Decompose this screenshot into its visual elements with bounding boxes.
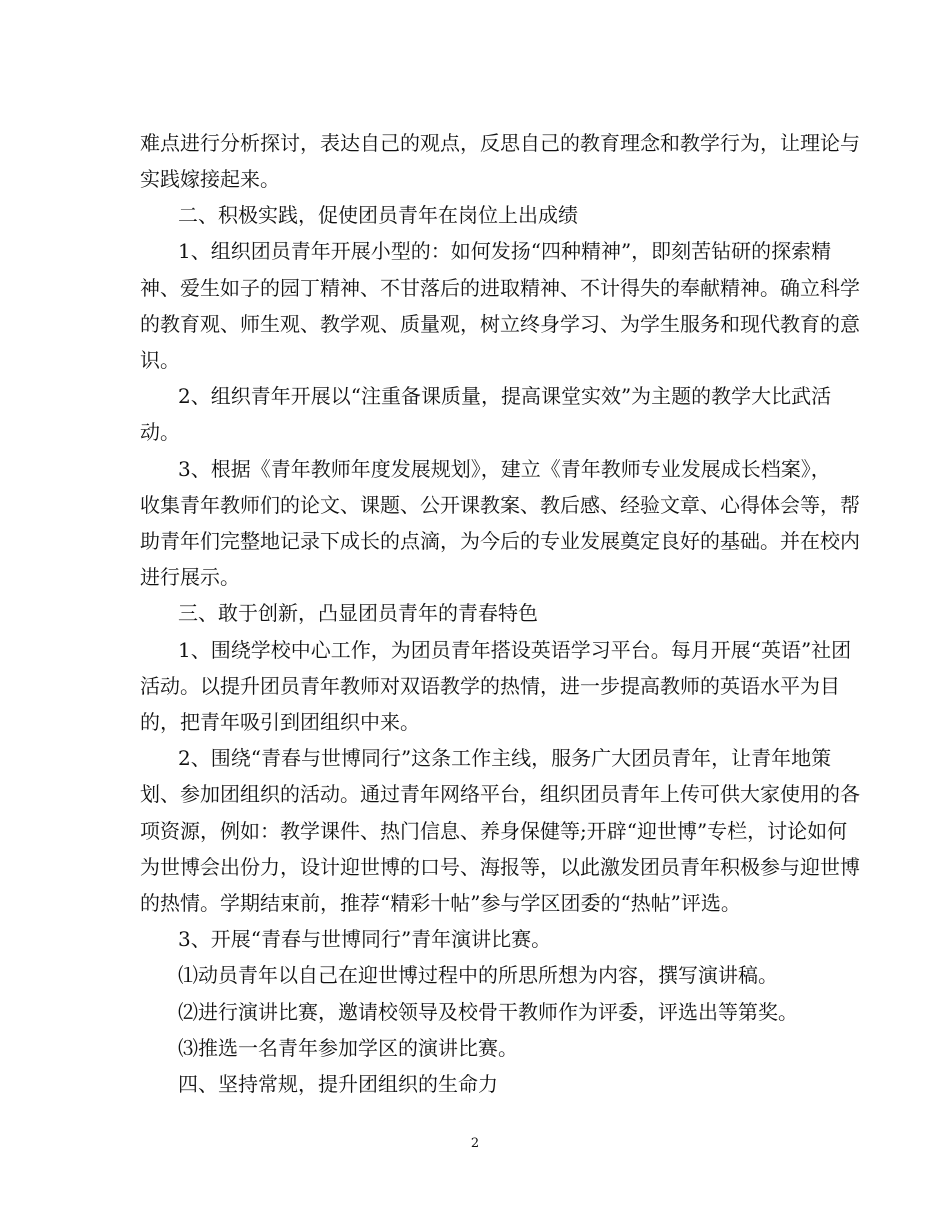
- text-line: 1、围绕学校中心工作，为团员青年搭设英语学习平台。每月开展“英语”社团: [178, 638, 852, 662]
- list-item: ⑶推选一名青年参加学区的演讲比赛。: [178, 1036, 518, 1060]
- text-line: 3、开展“青春与世博同行”青年演讲比赛。: [178, 927, 552, 951]
- list-item: ⑴动员青年以自己在迎世博过程中的所思所想为内容，撰写演讲稿。: [178, 963, 778, 987]
- text-line: 动。: [140, 420, 180, 444]
- text-line: 划、参加团组织的活动。通过青年网络平台，组织团员青年上传可供大家使用的各: [140, 782, 860, 806]
- text-line: 识。: [140, 348, 180, 372]
- text-line: 神、爱生如子的园丁精神、不甘落后的进取精神、不计得失的奉献精神。确立科学: [140, 276, 860, 300]
- section-heading: 二、积极实践，促使团员青年在岗位上出成绩: [178, 203, 578, 227]
- text-line: 1、组织团员青年开展小型的：如何发扬“四种精神”，即刻苦钻研的探索精: [178, 239, 832, 263]
- text-line: 2、组织青年开展以“注重备课质量，提高课堂实效”为主题的教学大比武活: [178, 384, 832, 408]
- text-line: 收集青年教师们的论文、课题、公开课教案、教后感、经验文章、心得体会等，帮: [140, 493, 860, 517]
- section-heading: 三、敢于创新，凸显团员青年的青春特色: [178, 601, 538, 625]
- text-line: 的，把青年吸引到团组织中来。: [140, 710, 420, 734]
- text-line: 进行展示。: [140, 565, 240, 589]
- text-line: 的教育观、师生观、教学观、质量观，树立终身学习、为学生服务和现代教育的意: [140, 312, 860, 336]
- text-line: 的热情。学期结束前，推荐“精彩十帖”参与学区团委的“热帖”评选。: [140, 891, 741, 915]
- text-line: 实践嫁接起来。: [140, 167, 280, 191]
- list-item: ⑵进行演讲比赛，邀请校领导及校骨干教师作为评委，评选出等第奖。: [178, 1000, 798, 1024]
- text-line: 助青年们完整地记录下成长的点滴，为今后的专业发展奠定良好的基础。并在校内: [140, 529, 860, 553]
- text-line: 2、围绕“青春与世博同行”这条工作主线，服务广大团员青年，让青年地策: [178, 746, 832, 770]
- text-line: 项资源，例如：教学课件、热门信息、养身保健等;开辟“迎世博”专栏，讨论如何: [140, 819, 848, 843]
- text-line: 难点进行分析探讨，表达自己的观点，反思自己的教育理念和教学行为，让理论与: [140, 131, 860, 155]
- section-heading: 四、坚持常规，提升团组织的生命力: [178, 1072, 498, 1096]
- text-line: 活动。以提升团员青年教师对双语教学的热情，进一步提高教师的英语水平为目: [140, 674, 840, 698]
- text-line: 为世博会出份力，设计迎世博的口号、海报等，以此激发团员青年积极参与迎世博: [140, 855, 860, 879]
- text-line: 3、根据《青年教师年度发展规划》，建立《青年教师专业发展成长档案》，: [178, 457, 831, 481]
- page-number: 2: [470, 1136, 480, 1151]
